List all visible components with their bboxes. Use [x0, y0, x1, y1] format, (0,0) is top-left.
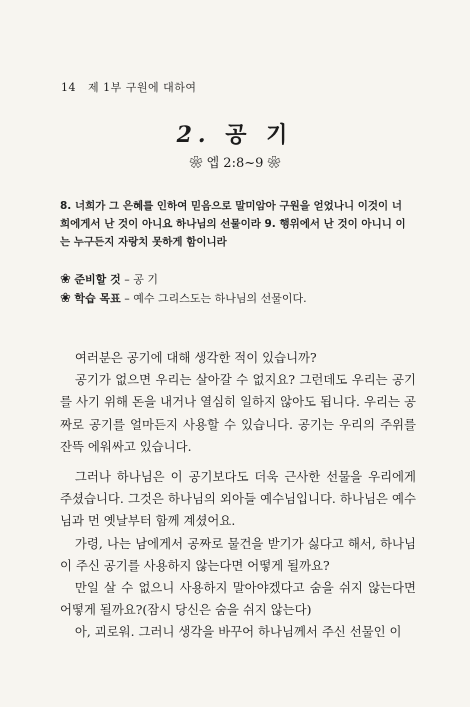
flower-icon: ❀	[267, 156, 281, 171]
prep-value: 공 기	[133, 273, 158, 286]
goal-label: 학습 목표	[74, 292, 121, 305]
scripture-reference	[0, 152, 470, 171]
flower-icon: ❀	[60, 272, 71, 287]
running-header	[61, 79, 197, 95]
paragraph: 아, 괴로워. 그러니 생각을 바꾸어 하나님께서 주신 선물인 이	[74, 624, 402, 640]
paragraph: 공기가 없으면 우리는 살아갈 수 없지요? 그런데도 우리는 공기를 사기 위해 돈을 내거나 열심히 일하지 않아도 됩니다. 우리는 공짜로 공기를 얼마든지 사용할 수 있습니다. 공기는 우리의 주위를 잔뜩 에워싸고 있습니다.	[60, 372, 416, 454]
chapter-name: 공 기	[225, 122, 294, 148]
body-text	[60, 347, 416, 644]
page-number: 14	[61, 81, 76, 94]
section-title: 제 1부 구원에 대하여	[88, 81, 197, 94]
chapter-title	[0, 118, 470, 149]
paragraph: 그러나 하나님은 이 공기보다도 더욱 근사한 선물을 우리에게 주셨습니다. 그것은 하나님의 외아들 예수님입니다. 하나님은 예수님과 먼 옛날부터 함께 계셨어요.	[60, 469, 416, 529]
prep-label: 준비할 것	[74, 273, 121, 286]
flower-icon: ❀	[189, 156, 203, 171]
paragraph: 여러분은 공기에 대해 생각한 적이 있습니까?	[74, 350, 317, 365]
paragraph: 가령, 나는 남에게서 공짜로 물건을 받기가 싫다고 해서, 하나님이 주신 공기를 사용하지 않는다면 어떻게 될까요?	[60, 535, 416, 573]
goal-value: 예수 그리스도는 하나님의 선물이다.	[133, 292, 307, 305]
goal-line: ❀ 학습 목표 – 예수 그리스도는 하나님의 선물이다.	[60, 291, 307, 306]
lesson-meta	[60, 270, 412, 308]
paragraph: 만일 살 수 없으니 사용하지 말아야겠다고 숨을 쉬지 않는다면 어떻게 될까요?(잠시 당신은 숨을 쉬지 않는다)	[60, 580, 416, 618]
flower-icon: ❀	[60, 291, 71, 306]
reference-text: 엡 2:8~9	[206, 156, 264, 171]
scripture-passage: 8. 너희가 그 은혜를 인하여 믿음으로 말미암아 구원을 얻었나니 이것이 너희에게서 난 것이 아니요 하나님의 선물이라 9. 행위에서 난 것이 아니니 이는 누구든지 자랑치 못하게 함이니라	[60, 200, 406, 248]
prep-line: ❀ 준비할 것 – 공 기	[60, 272, 158, 287]
chapter-number: 2.	[176, 122, 212, 148]
